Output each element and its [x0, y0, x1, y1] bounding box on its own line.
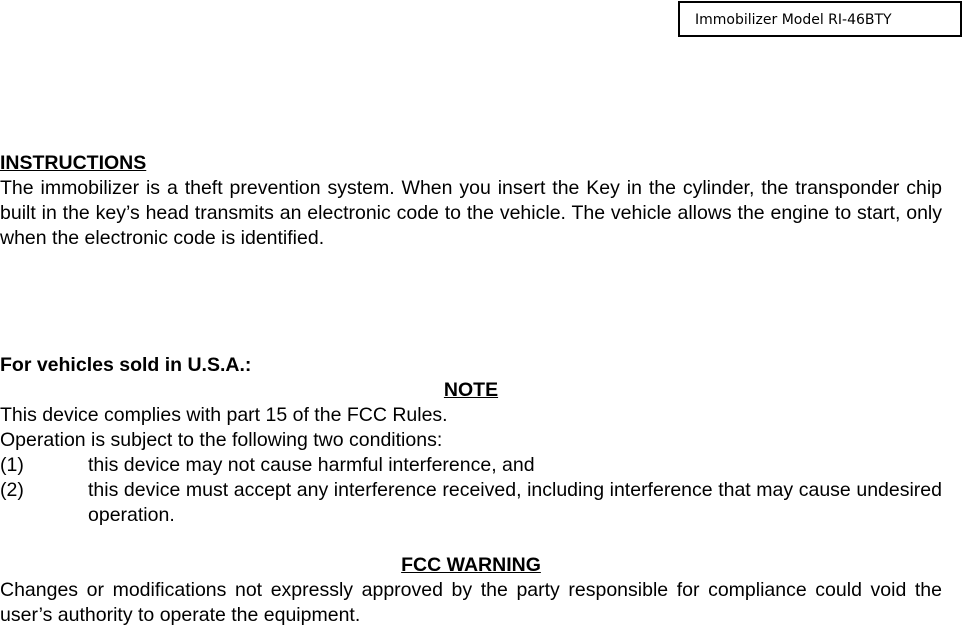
- usa-heading: For vehicles sold in U.S.A.:: [0, 354, 252, 376]
- instructions-heading: INSTRUCTIONS: [0, 152, 147, 174]
- condition-text: this device must accept any interference received, including interference that may cause undesired operation.: [88, 479, 942, 526]
- compliance-line: This device complies with part 15 of the FCC Rules.: [0, 404, 448, 426]
- model-label: Immobilizer Model RI-46BTY: [695, 12, 892, 28]
- note-heading: NOTE: [443, 379, 499, 401]
- model-label-box: [678, 1, 962, 37]
- condition-text: this device may not cause harmful interference, and: [88, 454, 535, 476]
- conditions-line: Operation is subject to the following two conditions:: [0, 429, 443, 451]
- condition-item-1: [0, 453, 942, 478]
- condition-number: (2): [0, 479, 24, 501]
- condition-number: (1): [0, 454, 24, 476]
- condition-item-2: [0, 478, 942, 528]
- instructions-body: The immobilizer is a theft prevention system. When you insert the Key in the cylinder, the transponder chip built in the key’s head transmits an electronic code to the vehicle. The vehicle allows the engine to start, only when the electronic code is identified.: [0, 177, 942, 249]
- fcc-warning-heading: FCC WARNING: [401, 554, 541, 576]
- fcc-warning-body: Changes or modifications not expressly approved by the party responsible for compliance could void the user’s authority to operate the equipment.: [0, 579, 942, 626]
